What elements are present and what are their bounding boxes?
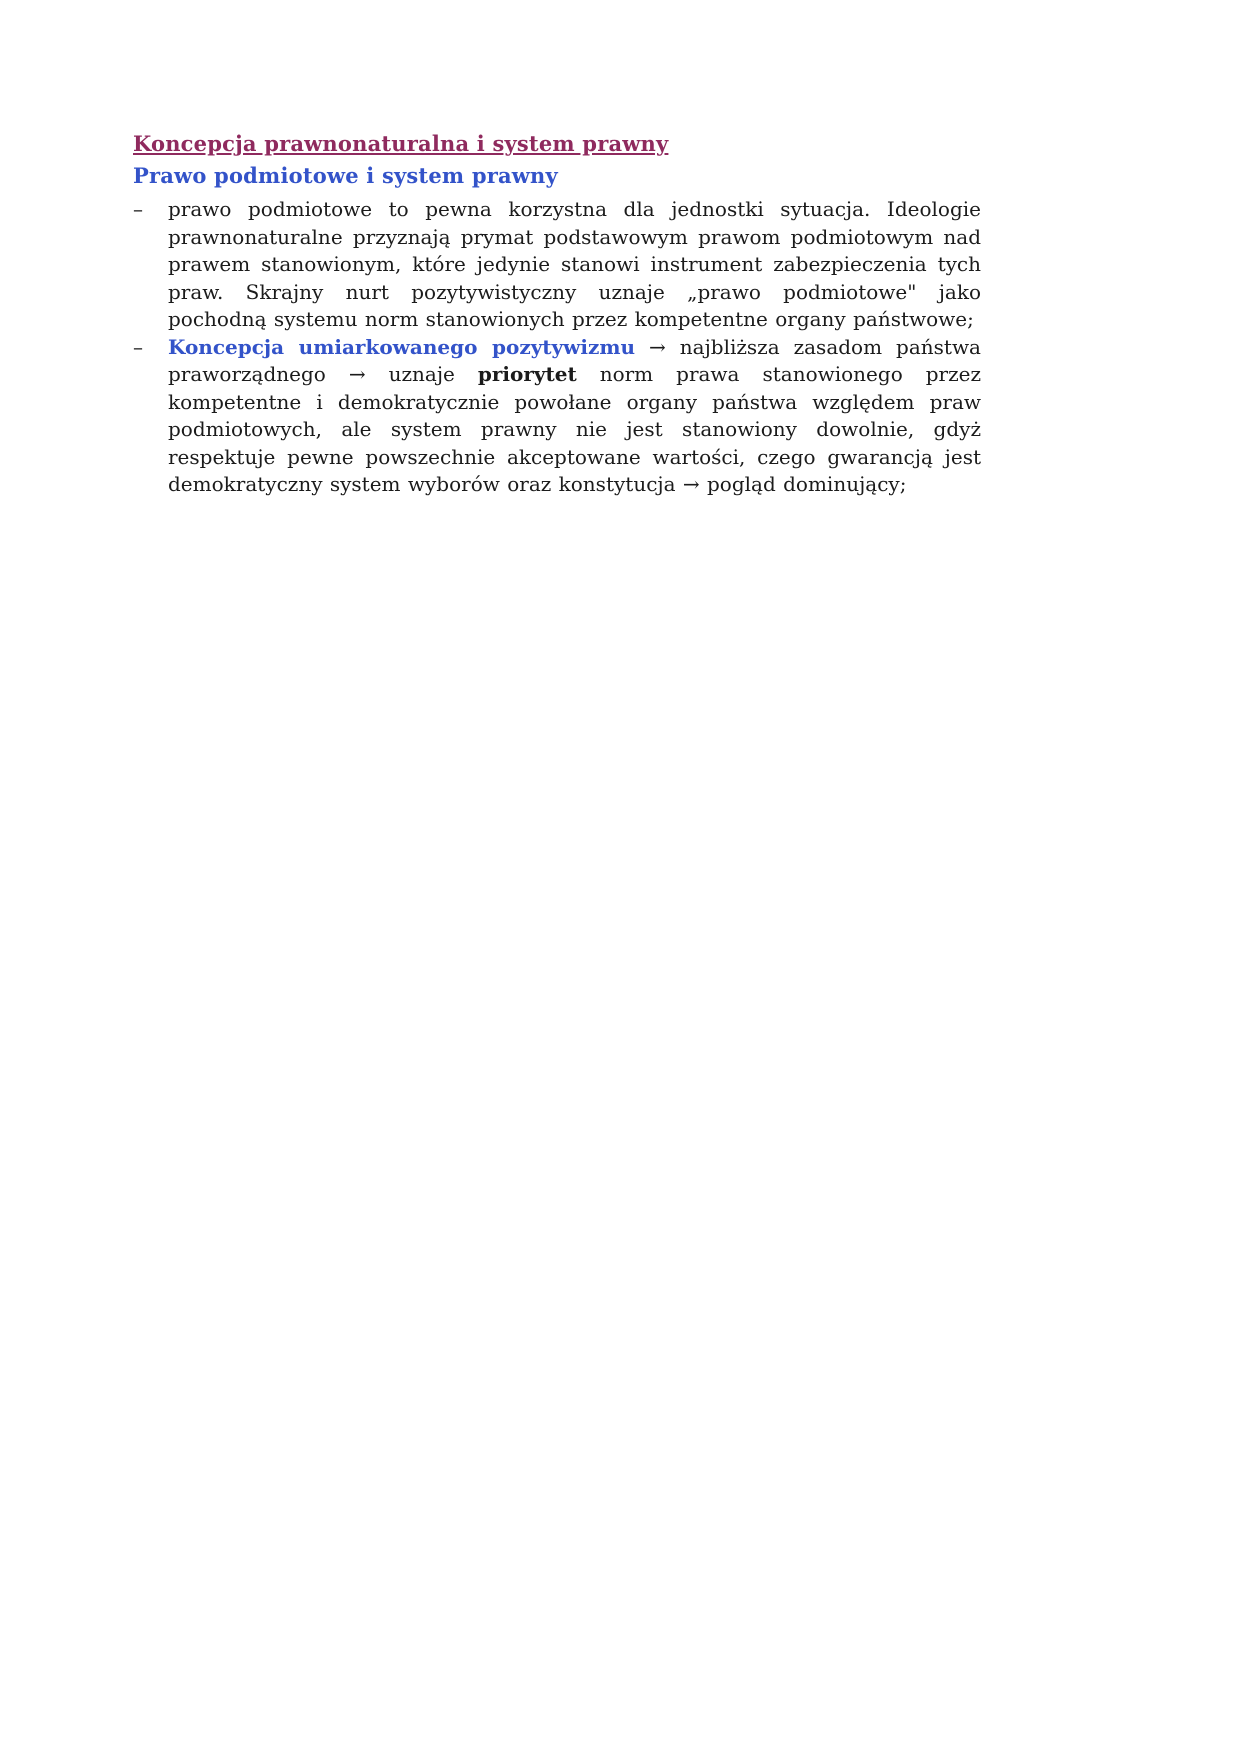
bullet-item — [133, 196, 981, 334]
bullet-item — [133, 334, 981, 499]
bullet-text-segment: prawo podmiotowe to pewna korzystna dla jednostki sytuacja. Ideologie prawnonaturalne przyznają prymat podstawowym prawom podmiotowym nad prawem stanowionym, które jedynie stanowi instrument zabezpieczenia tych praw. Skrajny nurt pozytywistyczny uznaje „prawo podmiotowe" jako pochodną systemu norm stanowionych przez kompetentne organy państwowe; — [168, 197, 981, 331]
bullet-text-segment: Koncepcja umiarkowanego pozytywizmu — [168, 334, 636, 359]
bullet-marker: – — [133, 197, 143, 221]
document-content — [133, 130, 981, 499]
bullet-text — [168, 196, 981, 334]
doc-title: Koncepcja prawnonaturalna i system prawny — [133, 131, 669, 156]
bullet-text-segment: → najbliższa zasadom państwa praworządnego → uznaje — [168, 334, 981, 386]
bullet-list — [133, 196, 981, 499]
bullet-marker: – — [133, 334, 143, 359]
bullet-text — [168, 334, 981, 499]
bullet-text-segment: priorytet — [477, 362, 577, 386]
doc-subtitle: Prawo podmiotowe i system prawny — [133, 163, 558, 188]
bullet-text-segment: norm prawa stanowionego przez kompetentne i demokratycznie powołane organy państwa względem praw podmiotowych, ale system prawny nie jest stanowiony dowolnie, gdyż respektuje pewne powszechnie akceptowane wartości, czego gwarancją jest demokratyczny system wyborów oraz konstytucja → pogląd dominujący; — [168, 362, 982, 496]
